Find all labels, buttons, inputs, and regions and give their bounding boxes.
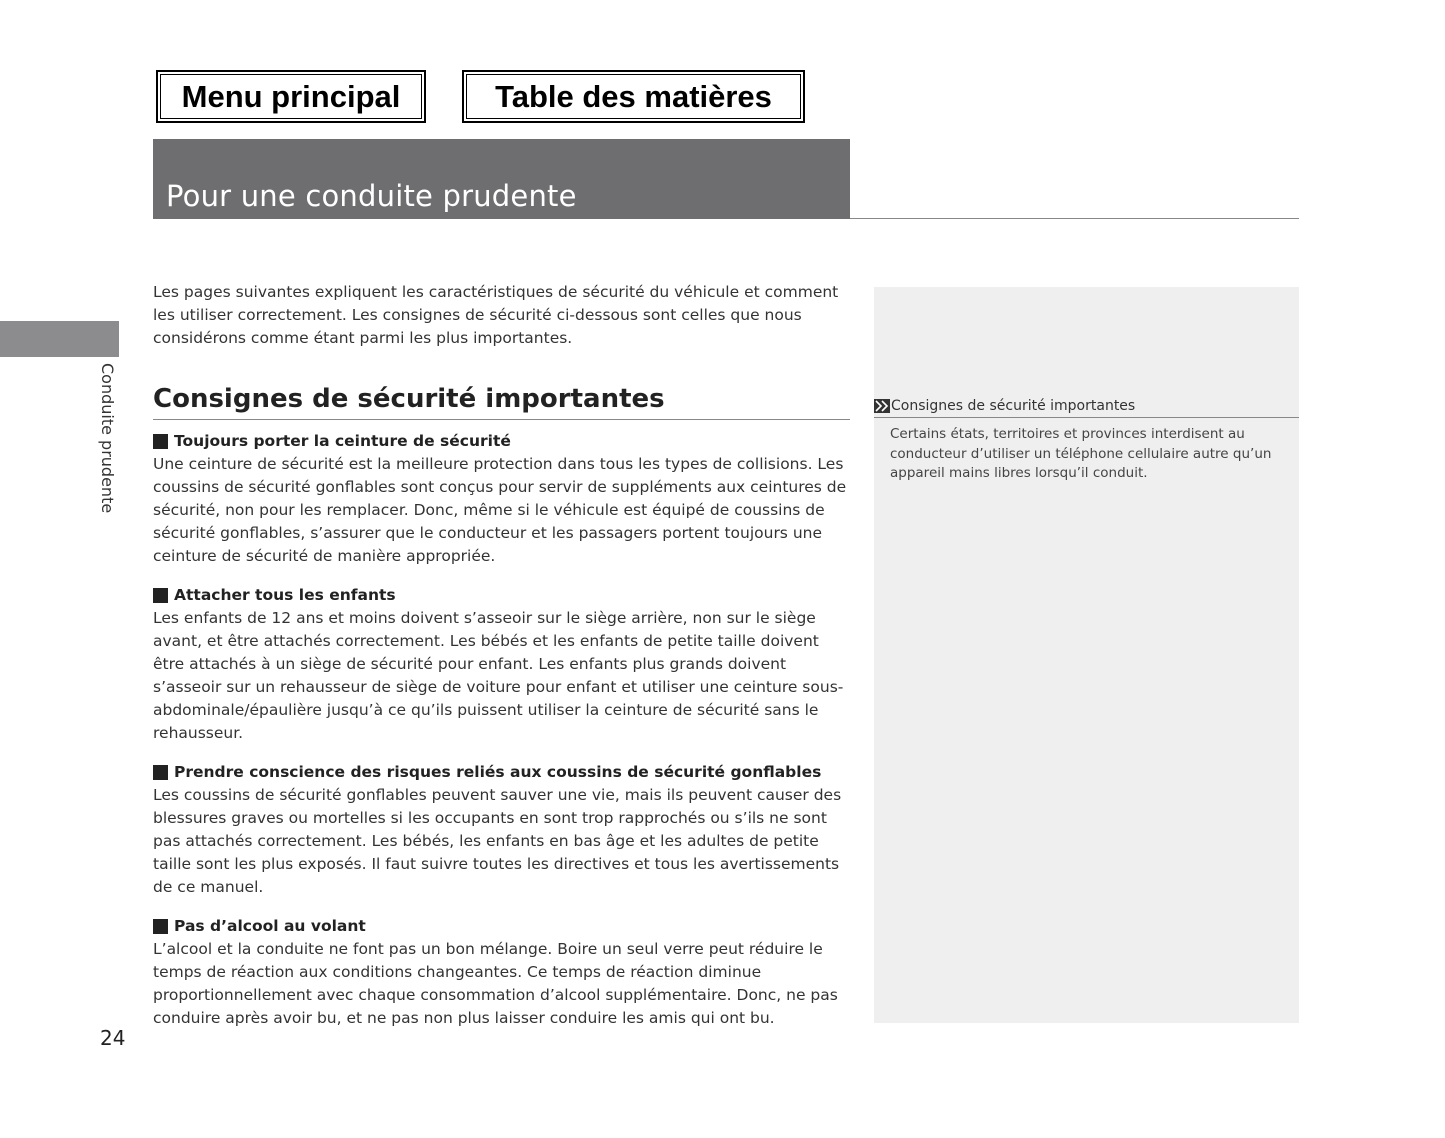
chapter-side-label: Conduite prudente bbox=[98, 363, 117, 514]
safety-item-title: Prendre conscience des risques reliés aux coussins de sécurité gonflables bbox=[174, 763, 822, 781]
safety-item bbox=[153, 430, 850, 568]
title-divider bbox=[850, 218, 1299, 219]
chapter-title: Pour une conduite prudente bbox=[166, 179, 577, 213]
cross-reference[interactable] bbox=[874, 397, 1299, 418]
safety-item-text: Les coussins de sécurité gonflables peuvent sauver une vie, mais ils peuvent causer des blessures graves ou mortelles si les occupants en sont trop rapprochés ou s’ils ne sont pas attachés correctement. Les bébés, les enfants en bas âge et les adultes de petite taille sont les plus exposés. Il faut suivre toutes les directives et tous les avertissements de ce manuel. bbox=[153, 786, 842, 896]
safety-item bbox=[153, 584, 850, 745]
side-note-text: Certains états, territoires et provinces interdisent au conducteur d’utiliser un téléphone cellulaire autre qu’un appareil mains libres lorsqu’il conduit. bbox=[890, 426, 1272, 481]
safety-item-heading bbox=[153, 584, 850, 607]
table-of-contents-button[interactable]: Table des matières bbox=[462, 70, 805, 123]
square-bullet-icon bbox=[153, 765, 168, 780]
safety-item-heading bbox=[153, 430, 850, 453]
square-bullet-icon bbox=[153, 434, 168, 449]
main-content bbox=[153, 281, 850, 1030]
page-number: 24 bbox=[100, 1026, 126, 1050]
double-chevron-right-icon bbox=[874, 399, 890, 413]
main-menu-button[interactable]: Menu principal bbox=[156, 70, 426, 123]
section-heading: Consignes de sécurité importantes bbox=[153, 382, 850, 420]
intro-paragraph: Les pages suivantes expliquent les caractéristiques de sécurité du véhicule et comment les utiliser correctement. Les consignes de sécurité ci-dessous sont celles que nous considérons comme étant parmi les plus importantes. bbox=[153, 283, 839, 347]
safety-item-text: Les enfants de 12 ans et moins doivent s’asseoir sur le siège arrière, non sur le siège avant, et être attachés correctement. Les bébés et les enfants de petite taille doivent être attachés à un siège de sécurité pour enfant. Les enfants plus grands doivent s’asseoir sur un rehausseur de siège de voiture pour enfant et utiliser une ceinture sous-abdominale/épaulière jusqu’à ce qu’ils puissent utiliser la ceinture de sécurité sans le rehausseur. bbox=[153, 609, 844, 742]
side-note-panel bbox=[874, 287, 1299, 1023]
safety-item bbox=[153, 761, 850, 899]
square-bullet-icon bbox=[153, 919, 168, 934]
chapter-title-bar bbox=[153, 139, 850, 219]
safety-item-title: Pas d’alcool au volant bbox=[174, 917, 366, 935]
square-bullet-icon bbox=[153, 588, 168, 603]
safety-item-heading bbox=[153, 761, 850, 784]
safety-item-title: Attacher tous les enfants bbox=[174, 586, 396, 604]
safety-item-title: Toujours porter la ceinture de sécurité bbox=[174, 432, 511, 450]
cross-reference-title: Consignes de sécurité importantes bbox=[891, 398, 1136, 414]
safety-item-text: Une ceinture de sécurité est la meilleure protection dans tous les types de collisions. Les coussins de sécurité gonflables sont conçus pour servir de suppléments aux ceintures de sécurité, non pour les remplacer. Donc, même si le véhicule est équipé de coussins de sécurité gonflables, s’assurer que le conducteur et les passagers portent toujours une ceinture de sécurité de manière appropriée. bbox=[153, 455, 847, 565]
safety-item-text: L’alcool et la conduite ne font pas un bon mélange. Boire un seul verre peut réduire le temps de réaction aux conditions changeantes. Ce temps de réaction diminue proportionnellement avec chaque consommation d’alcool supplémentaire. Donc, ne pas conduire après avoir bu, et ne pas non plus laisser conduire les amis qui ont bu. bbox=[153, 940, 838, 1027]
chapter-tab bbox=[0, 321, 119, 357]
safety-item bbox=[153, 915, 850, 1030]
safety-item-heading bbox=[153, 915, 850, 938]
